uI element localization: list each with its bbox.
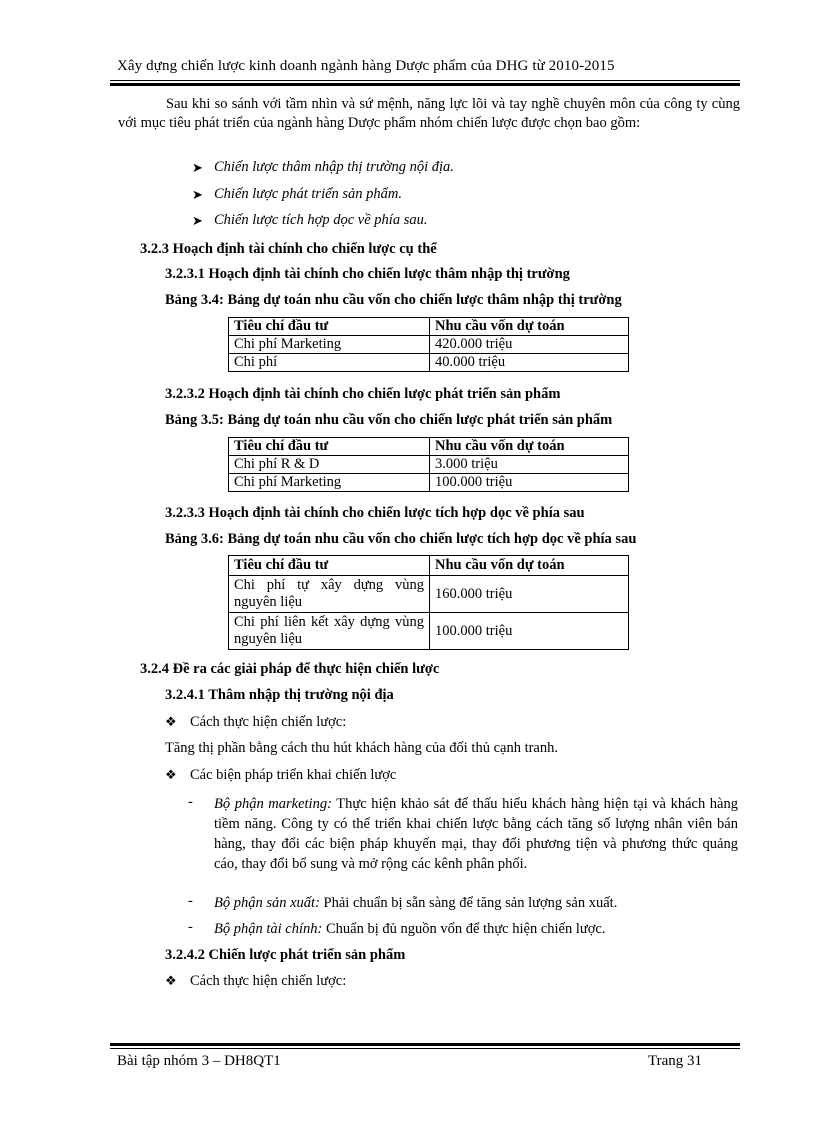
column-header: Nhu cầu vốn dự toán	[430, 438, 629, 456]
column-header: Tiêu chí đầu tư	[229, 556, 430, 576]
column-header: Nhu cầu vốn dự toán	[430, 318, 629, 336]
table-row	[229, 456, 629, 474]
diamond-bullet-icon: ❖	[165, 973, 177, 988]
measure-lead: Bộ phận sản xuất:	[214, 895, 320, 911]
measure-text: Chuẩn bị đủ nguồn vốn để thực hiện chiến lược.	[322, 921, 606, 937]
subsection-heading-3-2-3-3: 3.2.3.3 Hoạch định tài chính cho chiến lược tích hợp dọc về phía sau	[165, 505, 585, 521]
subsection-heading-3-2-3-2: 3.2.3.2 Hoạch định tài chính cho chiến lược phát triển sản phẩm	[165, 386, 561, 402]
diamond-bullet-icon: ❖	[165, 714, 177, 729]
page-number: Trang 31	[648, 1053, 703, 1069]
measure-lead: Bộ phận marketing:	[214, 796, 332, 812]
table-caption-3-6: Bảng 3.6: Bảng dự toán nhu cầu vốn cho chiến lược tích hợp dọc về phía sau	[165, 531, 637, 547]
table-row	[229, 354, 629, 372]
how-label: Cách thực hiện chiến lược:	[190, 973, 347, 989]
diamond-bullet-icon: ❖	[165, 767, 177, 782]
page-header-title: Xây dựng chiến lược kinh doanh ngành hàng Dược phẩm của DHG từ 2010-2015	[117, 58, 615, 74]
table-cell: 100.000 triệu	[430, 474, 629, 492]
measure-lead: Bộ phận tài chính:	[214, 921, 323, 937]
column-header: Tiêu chí đầu tư	[229, 318, 430, 336]
arrow-bullet-icon: ➤	[192, 187, 203, 202]
table-row	[229, 474, 629, 492]
arrow-bullet-icon: ➤	[192, 160, 203, 175]
table-header-row	[229, 556, 629, 576]
table-header-row	[229, 318, 629, 336]
dash-bullet: -	[188, 919, 193, 935]
column-header: Tiêu chí đầu tư	[229, 438, 430, 456]
measure-text: Phải chuẩn bị sẵn sàng để tăng sản lượng sản xuất.	[319, 895, 618, 911]
footer-rule-thick	[110, 1043, 740, 1046]
measure-text: Thực hiện khảo sát để thấu hiểu khách hàng hiện tại và khách hàng tiềm năng. Công ty có thể triển khai chiến lược bằng cách tăng số lượng nhân viên bán hàng, thay đổi các biện pháp khuyến mại, thay đổi phương tiện và phương thức quảng cáo, thay đổi bổ sung và mở rộng các kênh phân phối.	[214, 796, 738, 872]
column-header: Nhu cầu vốn dự toán	[430, 556, 629, 576]
subsection-heading-3-2-3-1: 3.2.3.1 Hoạch định tài chính cho chiến lược thâm nhập thị trường	[165, 266, 570, 282]
section-heading-3-2-4: 3.2.4 Đề ra các giải pháp để thực hiện chiến lược	[140, 661, 440, 677]
intro-paragraph: Sau khi so sánh với tầm nhìn và sứ mệnh, năng lực lõi và tay nghề chuyên môn của công ty cùng với mục tiêu phát triển của ngành hàng Dược phẩm nhóm chiến lược được chọn bao gồm:	[118, 96, 740, 131]
measures-label: Các biện pháp triển khai chiến lược	[190, 767, 397, 783]
table-header-row	[229, 438, 629, 456]
header-rule-thin	[110, 80, 740, 81]
footer-rule-thin	[110, 1048, 740, 1049]
table-cell: 420.000 triệu	[430, 336, 629, 354]
table-3-6	[228, 555, 629, 650]
table-3-5	[228, 437, 629, 492]
table-cell: 3.000 triệu	[430, 456, 629, 474]
table-3-4	[228, 317, 629, 372]
table-caption-3-5: Bảng 3.5: Bảng dự toán nhu cầu vốn cho chiến lược phát triển sản phẩm	[165, 412, 613, 428]
arrow-bullet-icon: ➤	[192, 213, 203, 228]
table-cell: Chi phí	[229, 354, 430, 372]
subsection-heading-3-2-4-2: 3.2.4.2 Chiến lược phát triển sản phẩm	[165, 947, 406, 963]
table-cell: 160.000 triệu	[430, 576, 629, 613]
how-text: Tăng thị phần bằng cách thu hút khách hàng của đối thủ cạnh tranh.	[165, 740, 558, 756]
table-cell: 40.000 triệu	[430, 354, 629, 372]
table-row	[229, 336, 629, 354]
table-row	[229, 576, 629, 613]
footer-left: Bài tập nhóm 3 – DH8QT1	[117, 1053, 281, 1069]
table-caption-3-4: Bảng 3.4: Bảng dự toán nhu cầu vốn cho chiến lược thâm nhập thị trường	[165, 292, 622, 308]
table-cell: Chi phí Marketing	[229, 336, 430, 354]
subsection-heading-3-2-4-1: 3.2.4.1 Thâm nhập thị trường nội địa	[165, 687, 394, 703]
header-rule-thick	[110, 83, 740, 86]
table-cell: Chi phí Marketing	[229, 474, 430, 492]
section-heading-3-2-3: 3.2.3 Hoạch định tài chính cho chiến lược cụ thể	[140, 241, 437, 257]
dash-bullet: -	[188, 893, 193, 909]
table-cell: Chi phí R & D	[229, 456, 430, 474]
table-cell: Chi phí liên kết xây dựng vùng nguyên liệu	[229, 613, 430, 650]
table-cell: 100.000 triệu	[430, 613, 629, 650]
table-row	[229, 613, 629, 650]
how-label: Cách thực hiện chiến lược:	[190, 714, 347, 730]
table-cell: Chi phí tự xây dựng vùng nguyên liệu	[229, 576, 430, 613]
dash-bullet: -	[188, 794, 193, 810]
